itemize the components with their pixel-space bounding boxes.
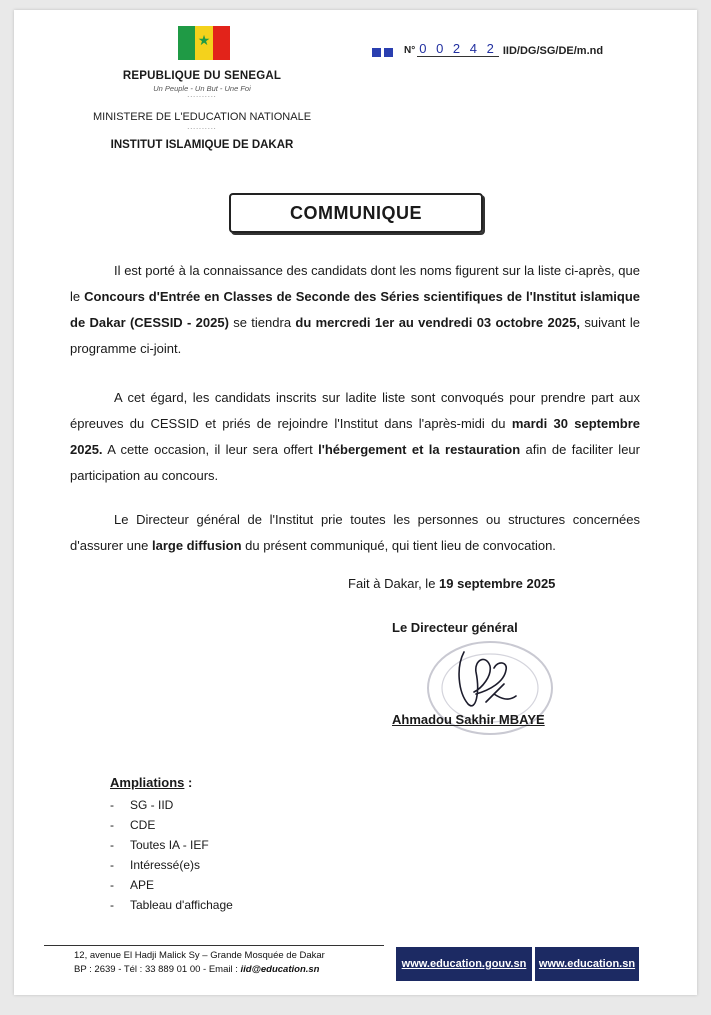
paragraph-text: A cette occasion, il leur sera offert bbox=[102, 442, 319, 457]
stamp-mark-icon bbox=[372, 48, 381, 57]
ampliations-title: Ampliations bbox=[110, 775, 185, 790]
footer-address-line: 12, avenue El Hadji Malick Sy – Grande Mosquée de Dakar bbox=[74, 950, 325, 961]
communique-title: COMMUNIQUE bbox=[290, 202, 422, 223]
separator-dots: .......... bbox=[187, 124, 217, 131]
flag-star-icon: ★ bbox=[197, 32, 211, 48]
paragraph-2 bbox=[70, 385, 640, 489]
reference-prefix: N° bbox=[404, 45, 416, 56]
paragraph-text: A cet égard, les candidats inscrits sur ladite liste sont convoqués pour prendre part aux épreuves du CESSID et priés de rejoindre l'Institut dans l'après-midi du bbox=[70, 390, 640, 431]
document-page bbox=[14, 10, 697, 995]
ministry-name: MINISTERE DE L'EDUCATION NATIONALE bbox=[92, 111, 312, 123]
separator-dots: .......... bbox=[187, 92, 217, 99]
list-item: - CDE bbox=[110, 818, 156, 832]
paragraph-1 bbox=[70, 258, 640, 362]
list-item: - Tableau d'affichage bbox=[110, 898, 233, 912]
paragraph-text: suivant le programme ci-joint. bbox=[70, 315, 640, 356]
list-item: - APE bbox=[110, 878, 155, 892]
paragraph-3 bbox=[70, 507, 640, 559]
paragraph-text: Le Directeur général de l'Institut prie toutes les personnes ou structures concernées d'assurer une bbox=[70, 512, 640, 553]
footer-link-gouv[interactable]: www.education.gouv.sn bbox=[396, 947, 532, 981]
senegal-flag-icon bbox=[178, 26, 230, 60]
paragraph-text: du présent communiqué, qui tient lieu de convocation. bbox=[241, 538, 556, 553]
paragraph-bold: large diffusion bbox=[151, 538, 242, 553]
footer-address bbox=[74, 949, 325, 977]
reference-digits: 0 0 2 4 2 bbox=[419, 41, 497, 56]
place-date-value: 19 septembre 2025 bbox=[439, 576, 556, 591]
stamp-mark-icon bbox=[384, 48, 393, 57]
republic-motto: Un Peuple - Un But - Une Foi bbox=[153, 84, 251, 93]
ampliations-colon: : bbox=[184, 775, 193, 790]
signatory-name: Ahmadou Sakhir MBAYE bbox=[392, 712, 545, 727]
ampliations-list bbox=[110, 795, 233, 915]
list-item: - Toutes IA - IEF bbox=[110, 838, 209, 852]
paragraph-text: se tiendra bbox=[228, 315, 296, 330]
republic-title: REPUBLIQUE DU SENEGAL bbox=[122, 70, 282, 82]
list-item: - SG - IID bbox=[110, 798, 174, 812]
paragraph-bold: mardi 30 septembre 2025. bbox=[70, 416, 640, 457]
paragraph-text: afin de faciliter leur participation au concours. bbox=[70, 442, 640, 483]
paragraph-bold: du mercredi 1er au vendredi 03 octobre 2025, bbox=[295, 315, 581, 330]
handwritten-signature-icon bbox=[446, 632, 526, 722]
place-date-text: Fait à Dakar, le bbox=[348, 576, 440, 591]
footer-divider bbox=[44, 945, 384, 946]
reference-suffix: IID/DG/SG/DE/m.nd bbox=[502, 45, 604, 57]
footer-contact-line: BP : 2639 - Tél : 33 889 01 00 - Email : iid@education.sn bbox=[74, 964, 320, 975]
paragraph-text: Il est porté à la connaissance des candidats dont les noms figurent sur la liste ci-après, que le bbox=[70, 263, 640, 304]
signatory-title: Le Directeur général bbox=[392, 620, 518, 635]
ampliations-heading bbox=[110, 775, 192, 790]
place-date bbox=[348, 576, 555, 591]
footer-email[interactable]: iid@education.sn bbox=[240, 964, 320, 975]
reference-number bbox=[372, 41, 603, 57]
paragraph-bold: Concours d'Entrée en Classes de Seconde des Séries scientifiques de l'Institut islamique de Dakar (CESSID - 2025) bbox=[70, 289, 640, 330]
footer-link-edu[interactable]: www.education.sn bbox=[535, 947, 639, 981]
list-item: - Intéressé(e)s bbox=[110, 858, 201, 872]
institute-name: INSTITUT ISLAMIQUE DE DAKAR bbox=[110, 139, 294, 151]
communique-title-box bbox=[229, 193, 483, 233]
paragraph-bold: l'hébergement et la restauration bbox=[318, 442, 521, 457]
